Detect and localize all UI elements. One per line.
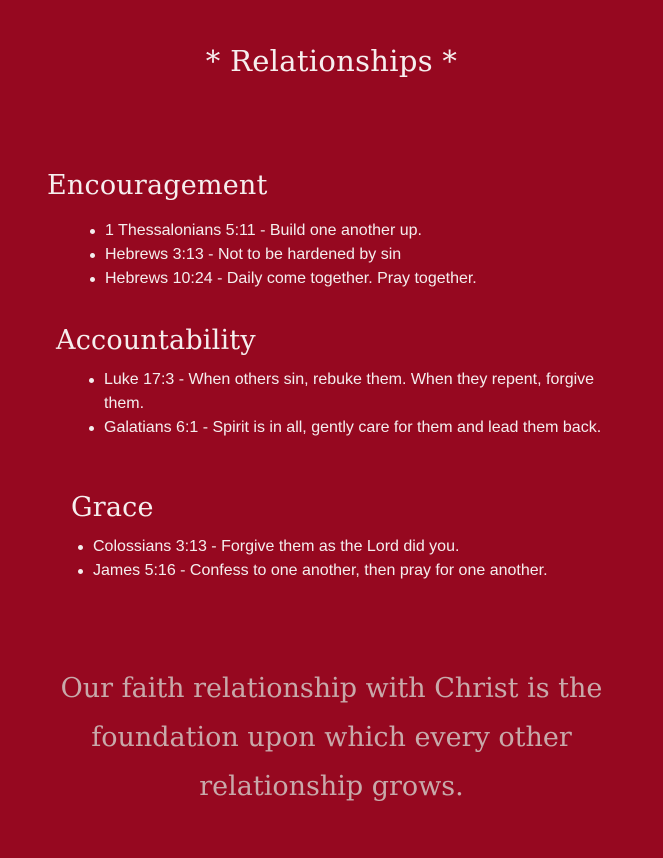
page-title: * Relationships * [205, 44, 458, 78]
section-heading-accountability: Accountability [56, 325, 256, 356]
section-heading-grace: Grace [71, 492, 154, 523]
list-item: James 5:16 - Confess to one another, then pray for one another. [78, 559, 638, 583]
grace-verse-list [78, 535, 638, 583]
section-heading-encouragement: Encouragement [47, 170, 268, 201]
list-item: Colossians 3:13 - Forgive them as the Lord did you. [78, 535, 638, 559]
list-item: Luke 17:3 - When others sin, rebuke them. When they repent, forgive them. [89, 368, 621, 416]
closing-quote: Our faith relationship with Christ is the foundation upon which every other relationship grows. [60, 673, 603, 802]
accountability-verse-list [89, 368, 621, 440]
encouragement-verse-list [90, 219, 630, 291]
list-item: 1 Thessalonians 5:11 - Build one another up. [90, 219, 630, 243]
list-item: Hebrews 3:13 - Not to be hardened by sin [90, 243, 630, 267]
list-item: Galatians 6:1 - Spirit is in all, gently care for them and lead them back. [89, 416, 621, 440]
list-item: Hebrews 10:24 - Daily come together. Pray together. [90, 267, 630, 291]
